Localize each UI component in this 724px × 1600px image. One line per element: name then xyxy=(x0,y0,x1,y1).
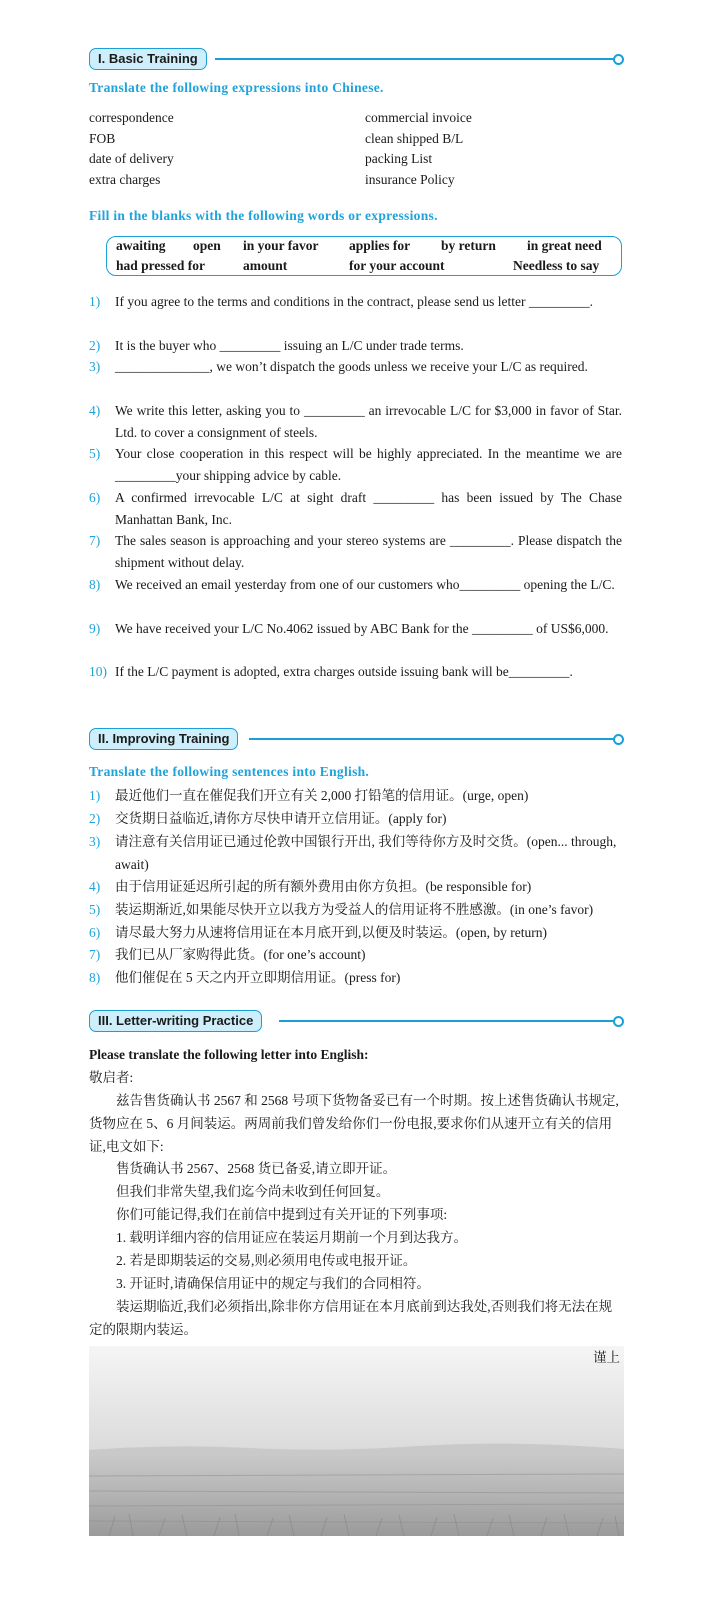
section-letter-writing-header xyxy=(89,1010,624,1032)
letter-salutation: 敬启者: xyxy=(89,1070,134,1085)
exercise-instruction: Translate the following sentences into English. xyxy=(89,764,370,779)
word-bank-item: applies for xyxy=(349,238,411,253)
item-text: 装运期渐近,如果能尽快开立以我方为受益人的信用证将不胜感激。(in one’s favor) xyxy=(115,902,594,917)
item-number: 5) xyxy=(89,902,101,917)
item-text: 我们已从厂家购得此货。(for one’s account) xyxy=(115,947,366,962)
item-number: 7) xyxy=(89,947,101,962)
item-text: 交货期日益临近,请你方尽快申请开立信用证。(apply for) xyxy=(115,811,447,826)
letter-line: 你们可能记得,我们在前信中提到过有关开证的下列事项: xyxy=(116,1207,448,1222)
expression-item: correspondence xyxy=(89,110,174,125)
word-bank-box xyxy=(106,236,622,276)
word-bank-item: by return xyxy=(441,238,496,253)
question-text: Your close cooperation in this respect will be highly appreciated. In the meantime we are _________your shipping advice by cable. xyxy=(115,446,622,483)
question-text: We have received your L/C No.4062 issued by ABC Bank for the _________ of US$6,000. xyxy=(115,621,609,636)
question-number: 3) xyxy=(89,359,101,374)
translation-item xyxy=(89,967,624,990)
expression-row xyxy=(89,172,624,193)
word-bank-item: Needless to say xyxy=(513,258,600,273)
item-number: 8) xyxy=(89,970,101,985)
divider-end-circle-icon xyxy=(613,54,624,65)
divider-end-circle-icon xyxy=(613,734,624,745)
question-item xyxy=(89,291,622,313)
question-item xyxy=(89,335,622,357)
word-bank-item: in your favor xyxy=(243,238,319,253)
question-text: We received an email yesterday from one of our customers who_________ opening the L/C. xyxy=(115,577,615,592)
translation-item xyxy=(89,808,624,831)
translation-item xyxy=(89,899,624,922)
letter-paragraph: 兹告售货确认书 2567 和 2568 号项下货物备妥已有一个时期。按上述售货确认书规定,货物应在 5、6 月间装运。两周前我们曾发给你们一份电报,要求你们从速开立有关的信用证,电文如下: xyxy=(89,1093,619,1154)
section-divider-line xyxy=(279,1020,616,1022)
question-item xyxy=(89,356,622,378)
exercise-instruction: Fill in the blanks with the following words or expressions. xyxy=(89,208,438,223)
item-text: 最近他们一直在催促我们开立有关 2,000 打铅笔的信用证。(urge, open) xyxy=(115,788,529,803)
question-number: 10) xyxy=(89,664,107,679)
item-number: 1) xyxy=(89,788,101,803)
item-text: 请尽最大努力从速将信用证在本月底开到,以便及时装运。(open, by return) xyxy=(115,925,547,940)
letter-line: 售货确认书 2567、2568 货已备妥,请立即开证。 xyxy=(116,1161,397,1176)
word-bank-item: open xyxy=(193,238,221,253)
question-number: 4) xyxy=(89,403,101,418)
question-item xyxy=(89,661,622,683)
question-text: The sales season is approaching and your stereo systems are _________. Please dispatch the shipment without delay. xyxy=(115,533,622,570)
question-item xyxy=(89,487,622,531)
item-text: 他们催促在 5 天之内开立即期信用证。(press for) xyxy=(115,970,401,985)
expression-row xyxy=(89,110,624,131)
expression-list xyxy=(89,110,624,192)
expression-item: date of delivery xyxy=(89,151,174,166)
question-item xyxy=(89,443,622,487)
expression-item: packing List xyxy=(365,151,433,166)
question-number: 6) xyxy=(89,490,101,505)
word-bank-item: amount xyxy=(243,258,288,273)
letter-line: 1. 载明详细内容的信用证应在装运月期前一个月到达我方。 xyxy=(116,1230,467,1245)
section-divider-line xyxy=(249,738,616,740)
question-item xyxy=(89,400,622,444)
expression-item: commercial invoice xyxy=(365,110,472,125)
question-text: If the L/C payment is adopted, extra charges outside issuing bank will be_________. xyxy=(115,664,573,679)
field-landscape-image xyxy=(89,1346,624,1536)
item-text: 请注意有关信用证已通过伦敦中国银行开出, 我们等待你方及时交货。(open... through, await) xyxy=(115,834,617,872)
question-number: 8) xyxy=(89,577,101,592)
item-number: 6) xyxy=(89,925,101,940)
expression-item: clean shipped B/L xyxy=(365,130,464,146)
letter-line: 但我们非常失望,我们迄今尚未收到任何回复。 xyxy=(116,1184,390,1199)
question-text: A confirmed irrevocable L/C at sight draft _________ has been issued by The Chase Manhattan Bank, Inc. xyxy=(115,490,622,527)
letter-line: 3. 开证时,请确保信用证中的规定与我们的合同相符。 xyxy=(116,1276,430,1291)
question-text: It is the buyer who _________ issuing an L/C under trade terms. xyxy=(115,338,464,353)
section-basic-training-header xyxy=(89,48,624,70)
item-text: 由于信用证延迟所引起的所有额外费用由你方负担。(be responsible for) xyxy=(115,879,532,894)
expression-item: extra charges xyxy=(89,171,161,187)
translation-item xyxy=(89,785,624,808)
word-bank-item: in great need xyxy=(527,238,602,253)
word-bank-item: for your account xyxy=(349,258,445,273)
word-bank-item: had pressed for xyxy=(116,258,206,273)
question-text: ______________, we won’t dispatch the goods unless we receive your L/C as required. xyxy=(115,359,588,374)
question-number: 1) xyxy=(89,294,101,309)
expression-item: FOB xyxy=(89,130,116,146)
question-text: We write this letter, asking you to _________ an irrevocable L/C for $3,000 in favor of Star. Ltd. to cover a consignment of steels. xyxy=(115,403,622,440)
wheat-field-photo xyxy=(89,1346,624,1536)
translation-item xyxy=(89,876,624,899)
item-number: 4) xyxy=(89,879,101,894)
translation-item xyxy=(89,944,624,967)
letter-closing: 谨上 xyxy=(593,1350,620,1365)
exercise-instruction: Translate the following expressions into Chinese. xyxy=(89,80,384,95)
letter-instruction: Please translate the following letter into English: xyxy=(89,1047,369,1062)
expression-row xyxy=(89,131,624,152)
expression-row xyxy=(89,151,624,172)
section-title: II. Improving Training xyxy=(89,728,238,750)
question-number: 9) xyxy=(89,621,101,636)
letter-paragraph: 装运期临近,我们必须指出,除非你方信用证在本月底前到达我处,否则我们将无法在规定的限期内装运。 xyxy=(89,1299,613,1337)
item-number: 2) xyxy=(89,811,101,826)
question-item xyxy=(89,530,622,574)
expression-item: insurance Policy xyxy=(365,171,455,187)
question-text: If you agree to the terms and conditions in the contract, please send us letter _________. xyxy=(115,294,593,309)
section-title: III. Letter-writing Practice xyxy=(89,1010,262,1032)
section-divider-line xyxy=(215,58,616,60)
divider-end-circle-icon xyxy=(613,1016,624,1027)
translation-item xyxy=(89,922,624,945)
question-item xyxy=(89,618,622,640)
word-bank-item: awaiting xyxy=(116,238,166,253)
question-item xyxy=(89,574,622,596)
question-number: 5) xyxy=(89,446,101,461)
section-improving-training-header xyxy=(89,728,624,750)
question-number: 7) xyxy=(89,533,101,548)
translation-item xyxy=(89,831,624,876)
section-title: I. Basic Training xyxy=(89,48,207,70)
item-number: 3) xyxy=(89,834,101,849)
question-number: 2) xyxy=(89,338,101,353)
letter-line: 2. 若是即期装运的交易,则必须用电传或电报开证。 xyxy=(116,1253,417,1268)
